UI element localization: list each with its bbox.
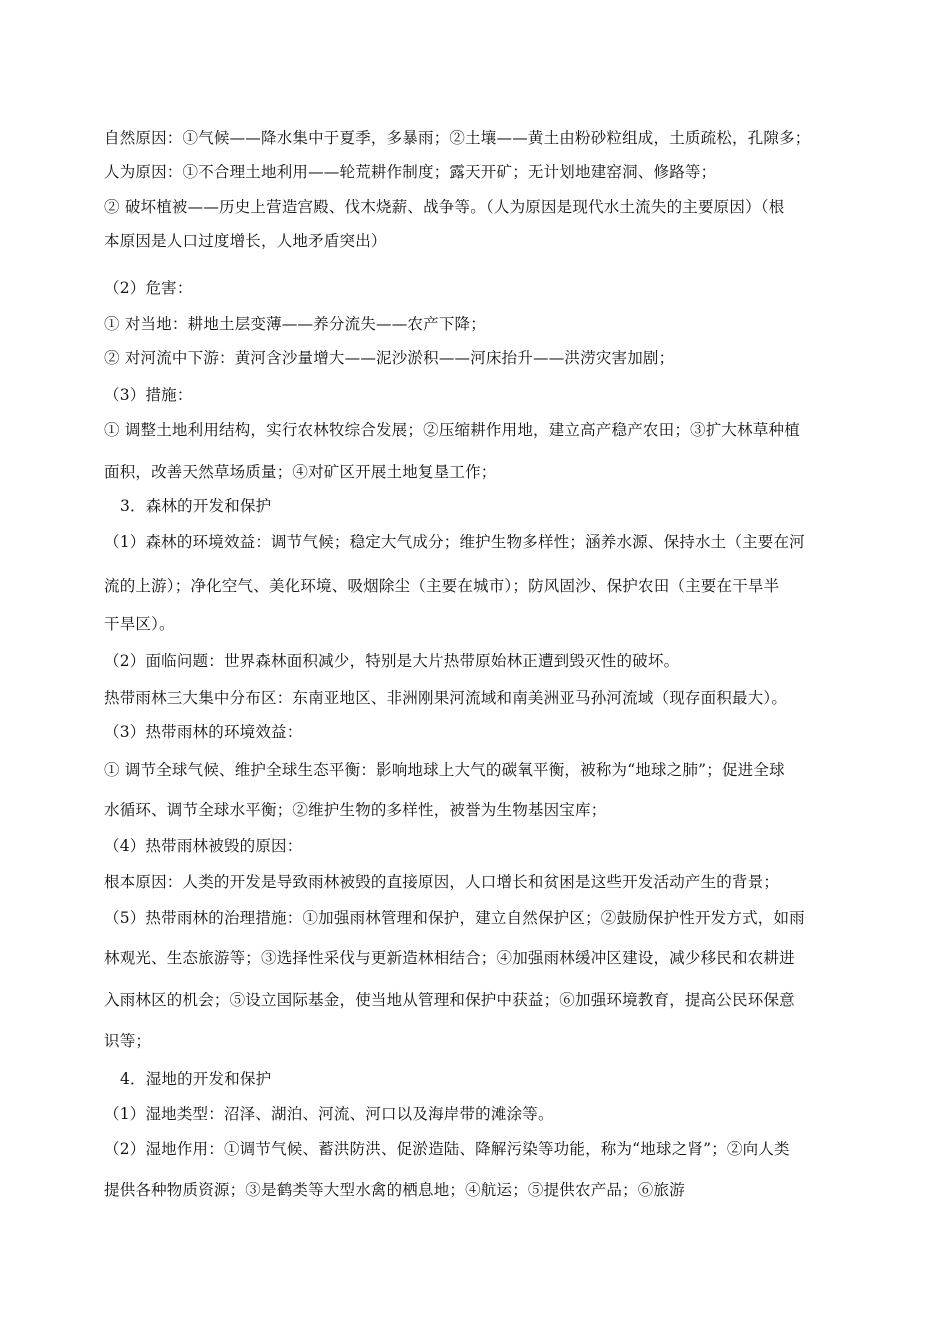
text-line: （2）面临问题：世界森林面积减少，特别是大片热带原始林正遭到毁灭性的破坏。 bbox=[104, 652, 680, 670]
text-line: 人为原因：①不合理土地利用——轮荒耕作制度；露天开矿；无计划地建窑洞、修路等； bbox=[104, 163, 717, 181]
text-line: 面积，改善天然草场质量；④对矿区开展土地复垦工作； bbox=[104, 463, 497, 481]
text-line: 林观光、生态旅游等；③选择性采伐与更新造林相结合；④加强雨林缓冲区建设，减少移民和农耕进 bbox=[104, 949, 795, 967]
text-line: （1）森林的环境效益：调节气候；稳定大气成分；维护生物多样性；涵养水源、保持水土（主要在河 bbox=[104, 533, 805, 551]
section-heading: 4．湿地的开发和保护 bbox=[120, 1070, 272, 1088]
text-line: （1）湿地类型：沼泽、湖泊、河流、河口以及海岸带的滩涂等。 bbox=[104, 1105, 554, 1123]
text-line: 根本原因：人类的开发是导致雨林被毁的直接原因，人口增长和贫困是这些开发活动产生的背景； bbox=[104, 873, 780, 891]
text-line: （4）热带雨林被毁的原因： bbox=[104, 837, 303, 855]
text-line: 入雨林区的机会；⑤设立国际基金，使当地从管理和保护中获益；⑥加强环境教育，提高公民环保意 bbox=[104, 991, 795, 1009]
section-heading: 3．森林的开发和保护 bbox=[120, 497, 272, 515]
text-line: （3）措施： bbox=[104, 386, 193, 404]
text-line: 自然原因：①气候——降水集中于夏季，多暴雨；②土壤——黄土由粉砂粒组成，土质疏松，孔隙多； bbox=[104, 129, 811, 147]
text-line: 本原因是人口过度增长，人地矛盾突出） bbox=[104, 232, 387, 250]
text-line: ① 调节全球气候、维护全球生态平衡：影响地球上大气的碳氧平衡，被称为“地球之肺”；促进全球 bbox=[104, 761, 785, 779]
text-line: 干旱区）。 bbox=[104, 615, 175, 633]
text-line: 热带雨林三大集中分布区：东南亚地区、非洲刚果河流域和南美洲亚马孙河流域（现存面积最大）。 bbox=[104, 689, 788, 707]
text-line: 流的上游）；净化空气、美化环境、吸烟除尘（主要在城市）；防风固沙、保护农田（主要在干旱半 bbox=[104, 577, 780, 595]
text-line: （3）热带雨林的环境效益： bbox=[104, 723, 303, 741]
text-line: ② 破坏植被——历史上营造宫殿、伐木烧薪、战争等。（人为原因是现代水土流失的主要原因）（根 bbox=[104, 198, 785, 216]
text-line: （2）湿地作用：①调节气候、蓄洪防洪、促淤造陆、降解污染等功能，称为“地球之肾”；②向人类 bbox=[104, 1140, 790, 1158]
text-line: （2）危害： bbox=[104, 279, 193, 297]
text-line: ① 对当地：耕地土层变薄——养分流失——农产下降； bbox=[104, 315, 486, 333]
text-line: 水循环、调节全球水平衡；②维护生物的多样性，被誉为生物基因宝库； bbox=[104, 801, 607, 819]
text-line: ① 调整土地利用结构，实行农林牧综合发展；②压缩耕作用地，建立高产稳产农田；③扩大林草种植 bbox=[104, 421, 800, 439]
text-line: ② 对河流中下游：黄河含沙量增大——泥沙淤积——河床抬升——洪涝灾害加剧； bbox=[104, 349, 675, 367]
text-line: 提供各种物质资源；③是鹤类等大型水禽的栖息地；④航运；⑤提供农产品；⑥旅游 bbox=[104, 1181, 685, 1199]
text-line: （5）热带雨林的治理措施：①加强雨林管理和保护，建立自然保护区；②鼓励保护性开发方式，如雨 bbox=[104, 909, 805, 927]
text-line: 识等； bbox=[104, 1032, 152, 1050]
